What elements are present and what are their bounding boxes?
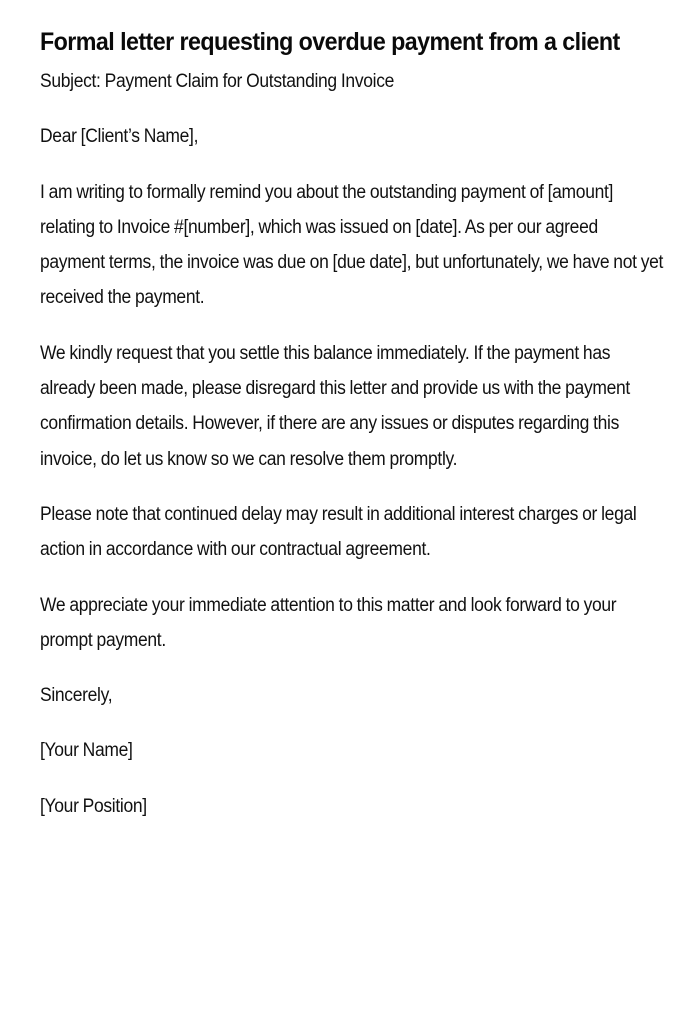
letter-paragraph-request: We kindly request that you settle this balance immediately. If the payment has already been made, please disregard this letter and provide us with the payment confirmation details. However, if there are any issues or disputes regarding this invoice, do let us know so we can resolve them promptly. bbox=[40, 342, 630, 470]
letter-title: Formal letter requesting overdue payment from a client bbox=[40, 28, 620, 56]
letter-paragraph-warning: Please note that continued delay may result in additional interest charges or legal action in accordance with our contractual agreement. bbox=[40, 503, 637, 561]
letter-closing: Sincerely, bbox=[40, 685, 113, 707]
letter-paragraph-reminder: I am writing to formally remind you about the outstanding payment of [amount] relating to Invoice #[number], which was issued on [date]. As per our agreed payment terms, the invoice was due on [due date], but unfortunately, we have not yet received the payment. bbox=[40, 181, 664, 309]
signature-name: [Your Name] bbox=[40, 740, 133, 762]
letter-salutation: Dear [Client’s Name], bbox=[40, 126, 199, 148]
signature-position: [Your Position] bbox=[40, 795, 147, 817]
letter-subject: Subject: Payment Claim for Outstanding Invoice bbox=[40, 71, 395, 92]
letter-paragraph-appreciation: We appreciate your immediate attention to this matter and look forward to your prompt payment. bbox=[40, 594, 617, 651]
